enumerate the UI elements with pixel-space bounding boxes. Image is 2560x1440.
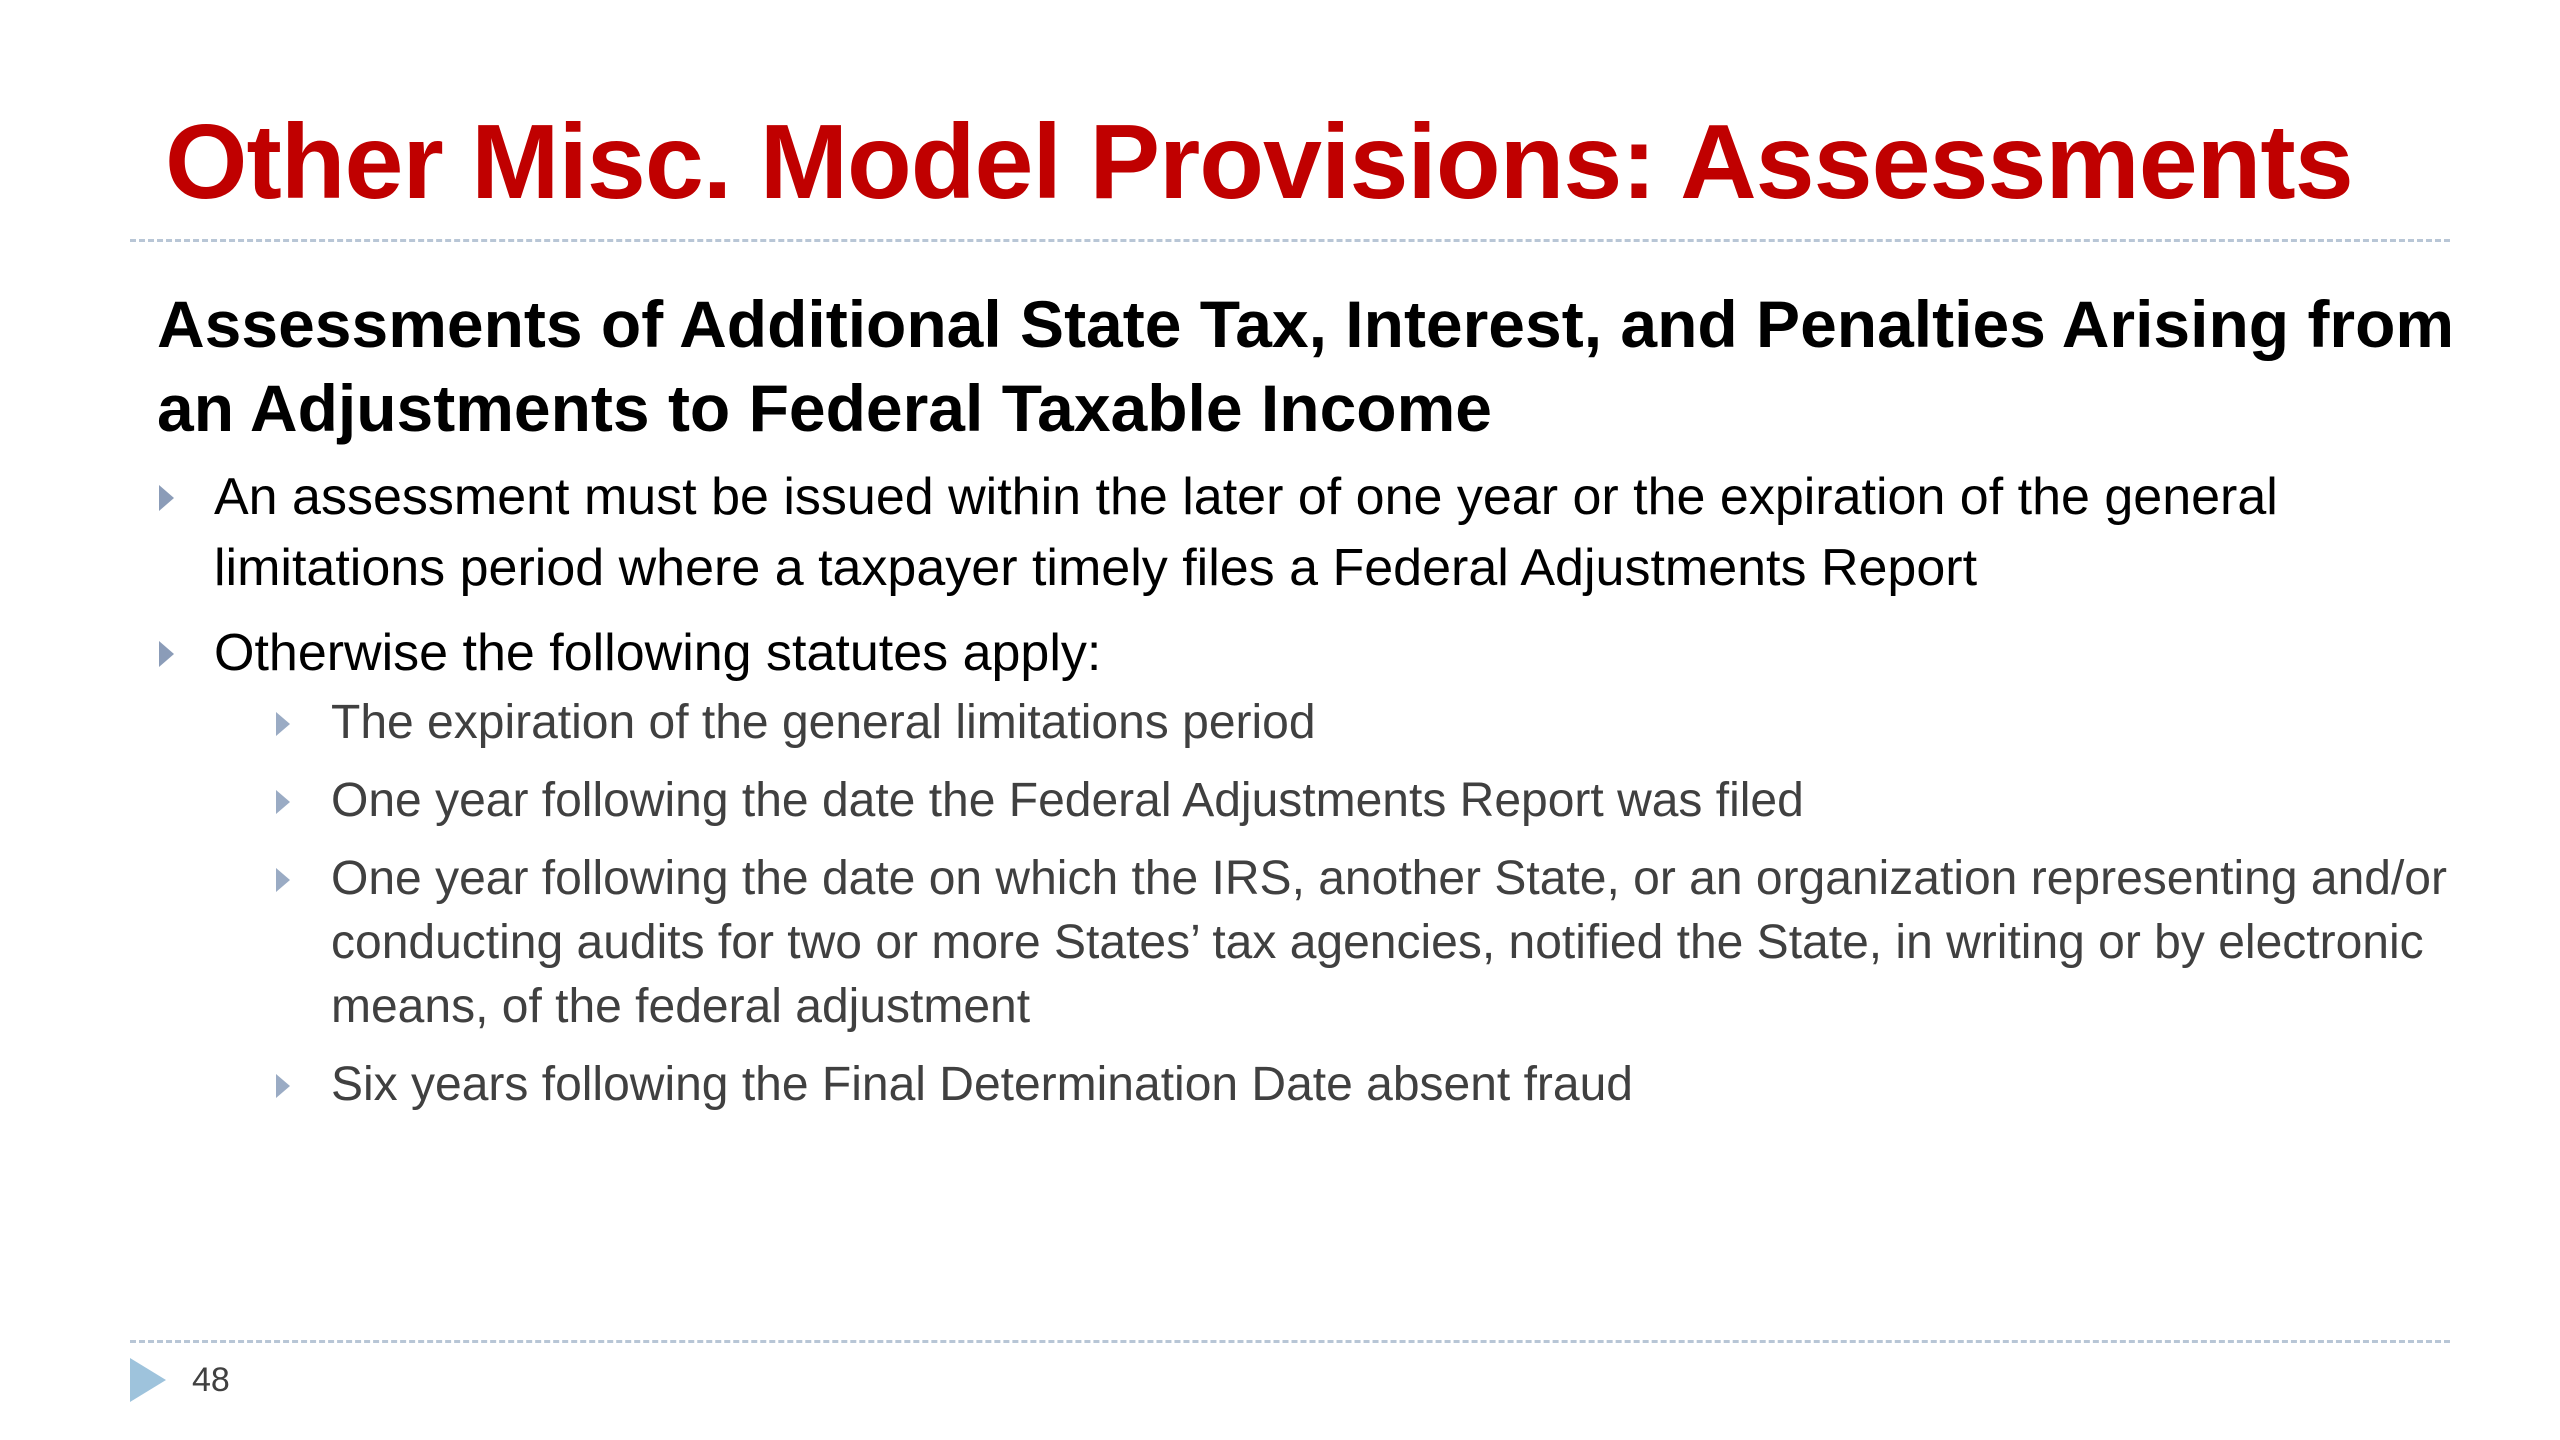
- sub-bullet-list: [214, 691, 2467, 1117]
- slide-title: Other Misc. Model Provisions: Assessments: [165, 103, 2353, 221]
- sub-bullet-text: The expiration of the general limitations period: [331, 696, 1316, 749]
- sub-bullet-item: [274, 769, 2527, 833]
- sub-bullet-text: One year following the date on which the IRS, another State, or an organization representing and/or conducting audits for two or more States’ tax agencies, notified the State, in writing or by electronic means, of the federal adjustment: [331, 852, 2447, 1033]
- sub-bullet-text: One year following the date the Federal Adjustments Report was filed: [331, 774, 1804, 827]
- slide-content: [157, 282, 2467, 1131]
- bullet-text: Otherwise the following statutes apply:: [214, 624, 1102, 682]
- bullet-arrow-icon: [276, 790, 290, 814]
- bullet-arrow-icon: [276, 868, 290, 892]
- bullet-item: [157, 618, 2467, 1117]
- sub-bullet-item: [274, 691, 2527, 755]
- bullet-list: [157, 462, 2467, 1117]
- bullet-arrow-icon: [159, 641, 174, 667]
- sub-bullet-text: Six years following the Final Determination Date absent fraud: [331, 1058, 1633, 1111]
- footer-triangle-icon: [130, 1358, 166, 1402]
- sub-bullet-item: [274, 1053, 2527, 1117]
- bullet-arrow-icon: [276, 1074, 290, 1098]
- sub-bullet-item: [274, 847, 2527, 1039]
- subheading: Assessments of Additional State Tax, Interest, and Penalties Arising from an Adjustments to Federal Taxable Income: [157, 287, 2455, 445]
- page-number: 48: [192, 1361, 230, 1399]
- bullet-arrow-icon: [159, 485, 174, 511]
- bottom-divider: [130, 1340, 2450, 1343]
- bullet-item: [157, 462, 2467, 604]
- top-divider: [130, 239, 2450, 242]
- bullet-text: An assessment must be issued within the later of one year or the expiration of the general limitations period where a taxpayer timely files a Federal Adjustments Report: [214, 468, 2278, 597]
- bullet-arrow-icon: [276, 712, 290, 736]
